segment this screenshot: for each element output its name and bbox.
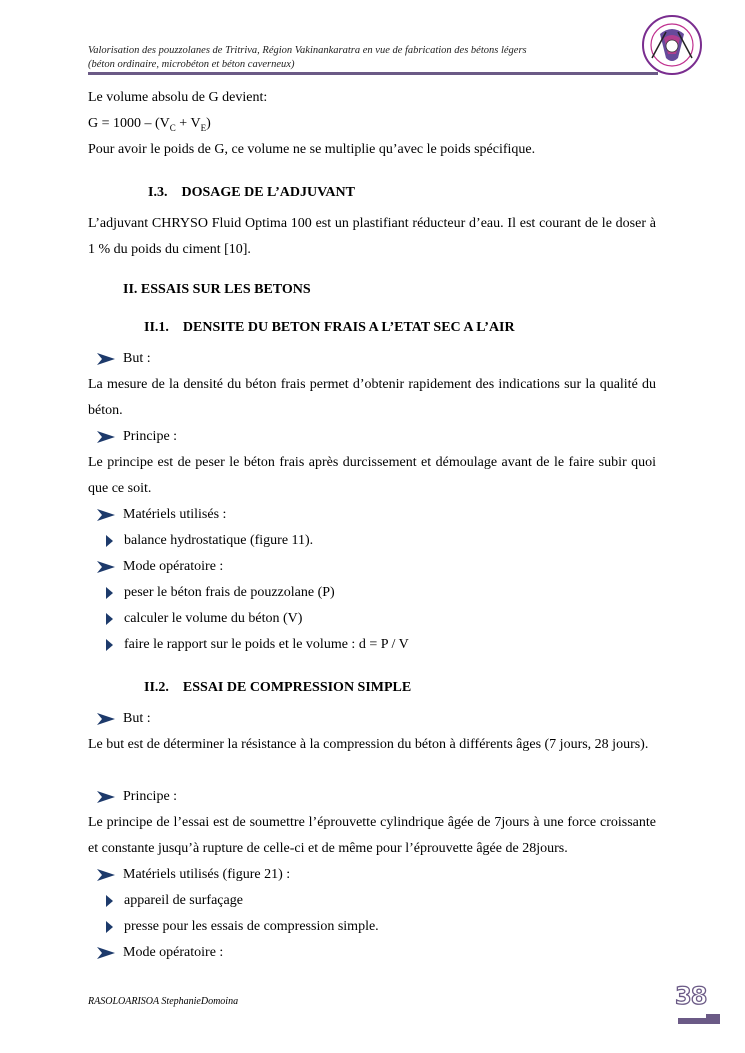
heading-text: ESSAI DE COMPRESSION SIMPLE	[182, 680, 412, 695]
section-heading-ii1	[144, 320, 515, 336]
list-item	[106, 637, 409, 653]
list-item-text: presse pour les essais de compression simple.	[124, 919, 379, 934]
list-item	[106, 919, 379, 935]
faculty-seal-logo	[640, 14, 704, 76]
section-heading-ii	[123, 282, 311, 298]
triangle-bullet-icon	[106, 921, 113, 933]
arrow-bullet-icon	[97, 791, 115, 803]
arrow-bullet-icon	[97, 713, 115, 725]
bullet-mode	[97, 945, 223, 961]
formula-mid: + V	[175, 116, 201, 131]
list-item	[106, 585, 335, 601]
header-title-line2: (béton ordinaire, microbéton et béton caverneux)	[88, 59, 295, 70]
formula-prefix: G = 1000 – (V	[88, 116, 170, 131]
bullet-principe	[97, 789, 177, 805]
bullet-materiels	[97, 507, 226, 523]
paragraph: Le principe est de peser le béton frais après durcissement et démoulage avant de le faire subir quoi que ce soit.	[88, 455, 656, 496]
arrow-bullet-icon	[97, 431, 115, 443]
arrow-bullet-icon	[97, 353, 115, 365]
heading-number: II.1.	[144, 320, 169, 335]
bullet-materiels	[97, 867, 290, 883]
bullet-label: But :	[123, 711, 151, 726]
arrow-bullet-icon	[97, 561, 115, 573]
list-item	[106, 533, 313, 549]
paragraph: Pour avoir le poids de G, ce volume ne se multiplie qu’avec le poids spécifique.	[88, 142, 536, 157]
arrow-bullet-icon	[97, 947, 115, 959]
heading-number: I.3.	[148, 185, 168, 200]
arrow-bullet-icon	[97, 869, 115, 881]
heading-number: II.2.	[144, 680, 169, 695]
list-item-text: faire le rapport sur le poids et le volume : d = P / V	[124, 637, 409, 652]
bullet-label: Principe :	[123, 429, 178, 444]
triangle-bullet-icon	[106, 895, 113, 907]
bullet-label: Matériels utilisés :	[123, 507, 227, 522]
triangle-bullet-icon	[106, 613, 113, 625]
paragraph: Le principe de l’essai est de soumettre l’éprouvette cylindrique âgée de 7jours à une force croissante et constante jusqu’à rupture de celle-ci et de même pour l’éprouvette âgée de 28jours.	[88, 815, 656, 856]
paragraph: Le volume absolu de G devient:	[88, 90, 268, 105]
header-rule	[88, 72, 658, 75]
heading-text: DOSAGE DE L’ADJUVANT	[181, 185, 355, 200]
list-item-text: balance hydrostatique (figure 11).	[124, 533, 314, 548]
arrow-bullet-icon	[97, 509, 115, 521]
list-item-text: appareil de surfaçage	[124, 893, 243, 908]
bullet-label: Matériels utilisés (figure 21) :	[123, 867, 291, 882]
formula-sub1: C	[169, 122, 176, 133]
bullet-label: But :	[123, 351, 151, 366]
bullet-principe	[97, 429, 177, 445]
section-heading-ii2	[144, 680, 411, 696]
formula-suffix: )	[206, 116, 211, 131]
bullet-label: Principe :	[123, 789, 178, 804]
triangle-bullet-icon	[106, 587, 113, 599]
triangle-bullet-icon	[106, 639, 113, 651]
list-item-text: calculer le volume du béton (V)	[124, 611, 303, 626]
paragraph: La mesure de la densité du béton frais permet d’obtenir rapidement des indications sur la qualité du béton.	[88, 377, 656, 418]
heading-text: DENSITE DU BETON FRAIS A L’ETAT SEC A L’AIR	[182, 320, 515, 335]
formula-sub2: E	[200, 122, 207, 133]
bullet-label: Mode opératoire :	[123, 945, 224, 960]
footer-author: RASOLOARISOA StephanieDomoina	[88, 996, 239, 1007]
heading-text: ESSAIS SUR LES BETONS	[140, 282, 311, 297]
paragraph: Le but est de déterminer la résistance à la compression du béton à différents âges (7 jours, 28 jours).	[88, 737, 649, 752]
heading-number: II.	[123, 282, 138, 297]
header-title-line1: Valorisation des pouzzolanes de Tritriva, Région Vakinankaratra en vue de fabrication des bétons légers	[88, 45, 527, 56]
list-item-text: peser le béton frais de pouzzolane (P)	[124, 585, 335, 600]
section-heading-i3	[148, 185, 355, 201]
header-title	[88, 44, 633, 72]
formula	[88, 116, 211, 133]
bullet-label: Mode opératoire :	[123, 559, 224, 574]
list-item	[106, 611, 302, 627]
bullet-but	[97, 711, 151, 727]
page-number-bar-accent	[706, 1014, 720, 1024]
bullet-but	[97, 351, 151, 367]
page-number: 38	[675, 982, 707, 1010]
triangle-bullet-icon	[106, 535, 113, 547]
list-item	[106, 893, 243, 909]
bullet-mode	[97, 559, 223, 575]
paragraph: L’adjuvant CHRYSO Fluid Optima 100 est un plastifiant réducteur d’eau. Il est courant de le doser à 1 % du poids du ciment [10].	[88, 216, 656, 257]
